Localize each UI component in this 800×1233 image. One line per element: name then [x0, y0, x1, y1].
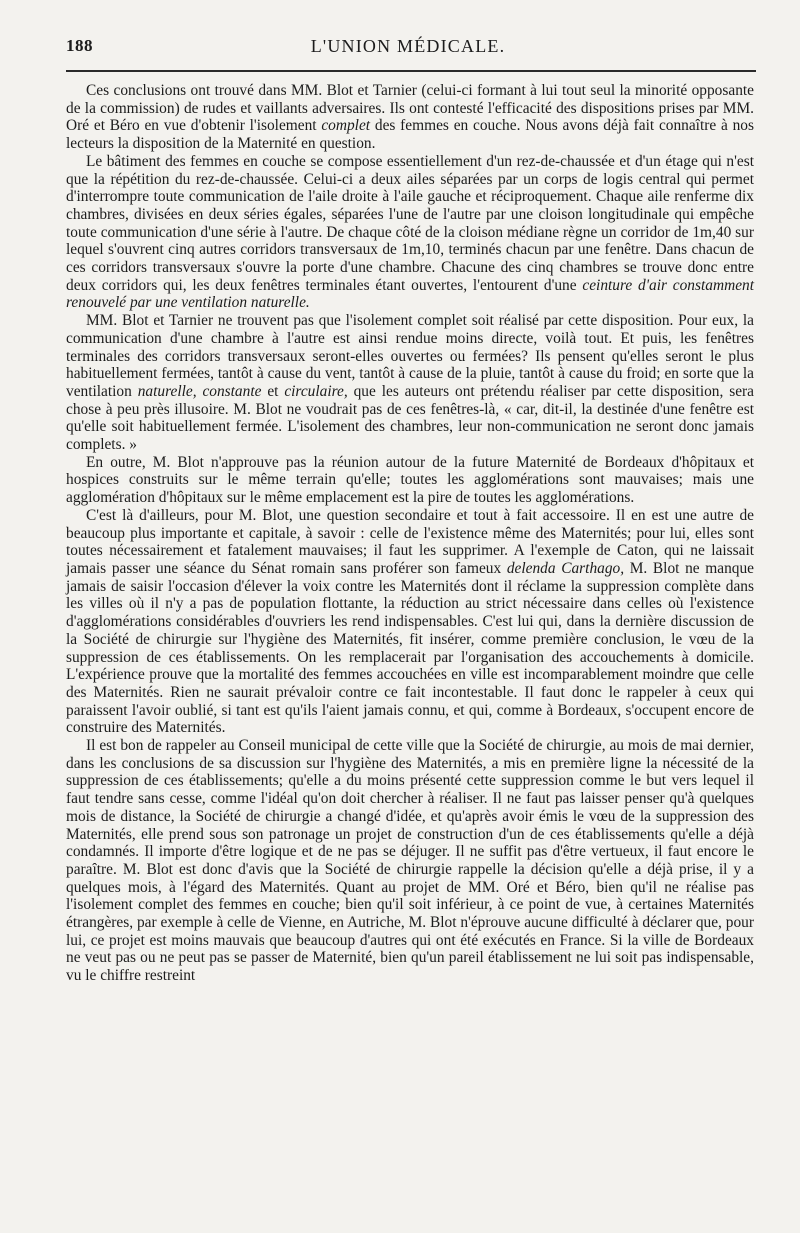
text-run: Il est bon de rappeler au Conseil municipal de cette ville que la Société de chirurgie, au mois de mai dernier, dans les conclusions de sa discussion sur l'hygiène des Maternités, a mis en première ligne la nécessité de la suppression de ces établissements; qu'elle a du moins présenté cette suppression comme le but vers lequel il faut tendre sans cesse, comme l'idéal qu'on doit chercher à réaliser. Il ne faut pas laisser penser qu'à quelques mois de distance, la Société de chirurgie a changé d'idée, et qu'après avoir émis le vœu de la suppression des Maternités, elle prend sous son patronage un projet de construction d'un de ces établissements qu'elle a déjà condamnés. Il importe d'être logique et de ne pas se déjuger. Il ne suffit pas d'être vertueux, il faut encore le paraître. M. Blot est donc d'avis que la Société de chirurgie rappelle la décision qu'elle a déjà prise, il y a quelques mois, à l'égard des Maternités. Quant au projet de MM. Oré et Béro, bien qu'il ne réalise pas l'isolement complet des femmes en couche; bien qu'il soit inférieur, à ce point de vue, à certaines Maternités étrangères, par exemple à celle de Vienne, en Autriche, M. Blot n'éprouve aucune difficulté à déclarer que, pour lui, ce projet est moins mauvais que beaucoup d'autres qui ont été exécutés en France. Si la ville de Bordeaux ne veut pas ou ne peut pas se passer de Maternité, bien qu'un pareil établissement ne lui soit pas indispensable, vu le chiffre restreint	[66, 737, 754, 985]
text-run: C'est là d'ailleurs, pour M. Blot, une question secondaire et tout à fait accessoire. Il en est une autre de beaucoup plus importante et capitale, à savoir : celle de l'existence même des Maternités; pour lui, elles sont toutes nécessairement et fatalement mauvaises; il faut les supprimer. A l'exemple de Caton, qui ne laissait jamais passer une séance du Sénat romain sans proférer son fameux	[66, 506, 754, 577]
running-head	[66, 36, 750, 62]
header-rule	[66, 70, 756, 72]
text-run: En outre, M. Blot n'approuve pas la réunion autour de la future Maternité de Bordeaux d'hôpitaux et hospices construits sur le même terrain qu'elle; toutes les agglomérations sont mauvaises; mais une agglomération d'hôpitaux sur le même emplacement est la pire de toutes les agglomérations.	[66, 453, 754, 507]
italic-text: circulaire,	[284, 382, 348, 400]
body-paragraph	[66, 82, 754, 153]
text-run: que les auteurs ont prétendu réaliser par cette disposition, sera chose à peu près illusoire. M. Blot ne voudrait pas de ces fenêtres-là, « car, dit-il, la destinée d'une fenêtre est qu'elle soit habituellement fermée. L'isolement des chambres, leur non-communication ne seront donc jamais complets. »	[66, 382, 754, 454]
text-run: Ces conclusions ont trouvé dans MM. Blot et Tarnier (celui-ci formant à lui tout seul la minorité opposante de la commission) de rudes et vaillants adversaires. Ils ont contesté l'efficacité des dispositions prises par MM. Oré et Béro en vue d'obtenir l'isolement	[66, 82, 754, 135]
italic-text: complet	[321, 117, 371, 135]
body-paragraph	[66, 454, 754, 507]
text-run: des femmes en couche. Nous avons déjà fait connaître à nos lecteurs la disposition de la Maternité en question.	[66, 117, 754, 153]
body-paragraph	[66, 153, 754, 312]
article-body	[66, 82, 754, 985]
text-run: Le bâtiment des femmes en couche se compose essentiellement d'un rez-de-chaussée et d'un étage qui n'est que la répétition du rez-de-chaussée. Celui-ci a deux ailes séparées par un corps de logis central qui permet d'interrompre toute communication de l'aile droite à l'aile gauche et réciproquement. Chaque aile renferme dix chambres, divisées en deux séries égales, séparées l'une de l'autre par une cloison longitudinale qui empêche toute communication d'une série à l'autre. De chaque côté de la cloison médiane règne un corridor de 1m,40 sur lequel s'ouvrent cinq autres corridors transversaux de 1m,10, terminés chacun par une fenêtre. Dans chacun de ces corridors transversaux s'ouvre la porte d'une chambre. Chacune des cinq chambres se trouve donc entre deux corridors qui, les deux fenêtres terminales étant ouvertes, l'entourent d'une	[66, 152, 754, 294]
journal-title: L'UNION MÉDICALE.	[310, 36, 506, 56]
body-paragraph	[66, 737, 754, 985]
text-run: M. Blot ne manque jamais de saisir l'occasion d'élever la voix contre les Maternités dont il réclame la suppression complète dans les villes où il n'y a pas de population flottante, la réduction au strict nécessaire dans celles où l'existence d'agglomérations considérables d'ouvriers les rend indispensables. C'est lui qui, dans la dernière discussion de la Société de chirurgie sur l'hygiène des Maternités, fit insérer, comme première conclusion, le vœu de la suppression de ces établissements. On les remplacerait par l'organisation des accouchements à domicile. L'expérience prouve que la mortalité des femmes accouchées en ville est incomparablement moindre que celle des Maternités. Rien ne saurait prévaloir contre ce fait incontestable. Il faut donc le rappeler à ceux qui paraissent l'avoir oublié, si tant est qu'ils l'aient jamais connu, et qui, comme à Bordeaux, s'occupent encore de construire des Maternités.	[66, 559, 754, 737]
italic-text: ceinture d'air constamment renouvelé par une ventilation naturelle.	[66, 276, 754, 312]
text-run: MM. Blot et Tarnier ne trouvent pas que l'isolement complet soit réalisé par cette disposition. Pour eux, la communication d'une chambre à l'autre est ainsi rendue moins directe, voilà tout. Et puis, les fenêtres terminales des corridors transversaux seront-elles ouvertes ou fermées? Ils pensent qu'elles seront le plus habituellement fermées, tantôt à cause du vent, tantôt à cause de la pluie, tantôt à cause du froid; en sorte que la ventilation	[66, 312, 754, 400]
page-number: 188	[66, 36, 93, 55]
italic-text: delenda Carthago,	[506, 559, 625, 577]
text-run: et	[261, 382, 285, 400]
body-paragraph	[66, 507, 754, 737]
body-paragraph	[66, 312, 754, 454]
italic-text: naturelle, constante	[137, 382, 262, 400]
